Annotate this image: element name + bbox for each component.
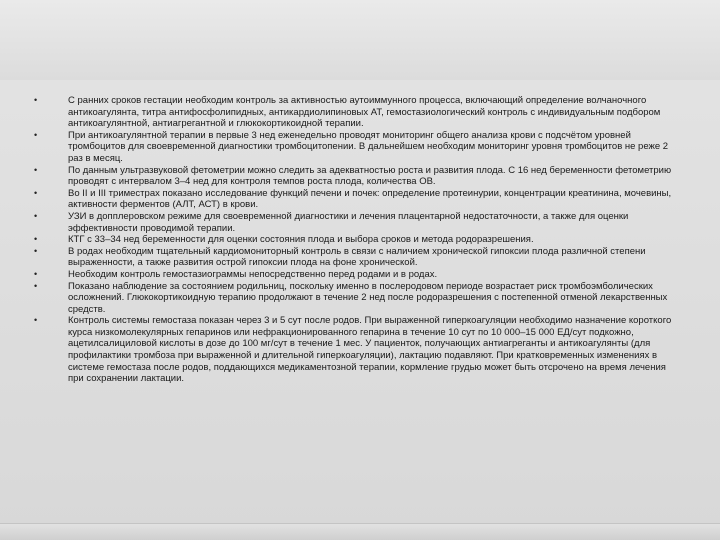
bullet-marker: • [34,95,38,105]
bullet-text: УЗИ в допплеровском режиме для своевременной диагностики и лечения плацентарной недостаточности, а также для оценки эффективности проводимой терапии. [68,210,629,234]
slide-top-band [0,0,720,80]
bullet-marker: • [34,164,38,175]
bullet-text: В родах необходим тщательный кардиомониторный контроль в связи с наличием хронической гипоксии плода различной степени выраженности, а также развития острой гипоксии плода на фоне хронической. [68,245,646,269]
bullet-marker: • [34,245,38,256]
slide-bottom-band [0,524,720,540]
bullet-item [34,188,674,211]
bullet-item [34,211,674,234]
bullet-marker: • [34,280,38,291]
bullet-text: Показано наблюдение за состоянием родильниц, поскольку именно в послеродовом периоде возрастает риск тромбоэмболических осложнений. Глюкокортикоидную терапию продолжают в течение 2 нед после родоразрешения с постепенной отменой лекарственных средств. [68,280,668,315]
bullet-item [34,315,674,385]
bullet-item [34,281,674,316]
bullet-item [34,269,674,281]
bullet-text: Во II и III триместрах показано исследование функций печени и почек: определение протеинурии, концентрации креатинина, мочевины, активности ферментов (АЛТ, АСТ) в крови. [68,187,672,211]
bullet-text: При антикоагулянтной терапии в первые 3 нед еженедельно проводят мониторинг общего анализа крови с подсчётом уровней тромбоцитов для своевременной диагностики тромбоцитопении. В дальнейшем необходим мониторинг уровня тромбоцитов не реже 2 раз в месяц. [68,129,669,164]
bullet-item [34,246,674,269]
bullet-text: Контроль системы гемостаза показан через 3 и 5 сут после родов. При выраженной гиперкоагуляции необходимо назначение короткого курса низкомолекулярных гепаринов или нефракционированного гепарина в течение 10 сут по 10 000–15 000 ЕД/сут подкожно, ацетилсалициловой кислоты в дозе до 100 мг/сут в течение 1 мес. У пациенток, получающих антиагреганты и антикоагулянты (для профилактики тромбоза при выраженной и длительной гиперкоагуляции), лактацию подавляют. При кратковременных изменениях в системе гемостаза после родов, поддающихся медикаментозной терапии, кормление грудью может быть отсрочено на время лечения при сохранении лактации. [68,315,672,385]
bullet-marker: • [34,187,38,198]
bullet-list [34,95,674,385]
bullet-marker: • [34,234,38,245]
bullet-item [34,165,674,188]
bullet-text: С ранних сроков гестации необходим контроль за активностью аутоиммунного процесса, включающий определение волчаночного антикоагулянта, титра антифосфолипидных, антикардиолипиновых АТ, гемостазиологический контроль с индивидуальным подбором антикоагулянтной, антиагрегантной и глюкокортикоидной терапии. [68,95,661,130]
bullet-marker: • [34,129,38,140]
bullet-marker: • [34,315,38,326]
bullet-item [34,234,674,246]
bullet-item [34,130,674,165]
slide-content [34,95,674,385]
bullet-marker: • [34,268,38,279]
bullet-marker: • [34,210,38,221]
bullet-item [34,95,674,130]
bullet-text: Необходим контроль гемостазиограммы непосредственно перед родами и в родах. [68,268,438,280]
bullet-text: КТГ с 33–34 нед беременности для оценки состояния плода и выбора сроков и метода родоразрешения. [68,234,534,246]
bullet-text: По данным ультразвуковой фетометрии можно следить за адекватностью роста и развития плода. С 16 нед беременности фетометрию проводят с интервалом 3–4 нед для контроля темпов роста плода, количества ОВ. [68,164,672,188]
